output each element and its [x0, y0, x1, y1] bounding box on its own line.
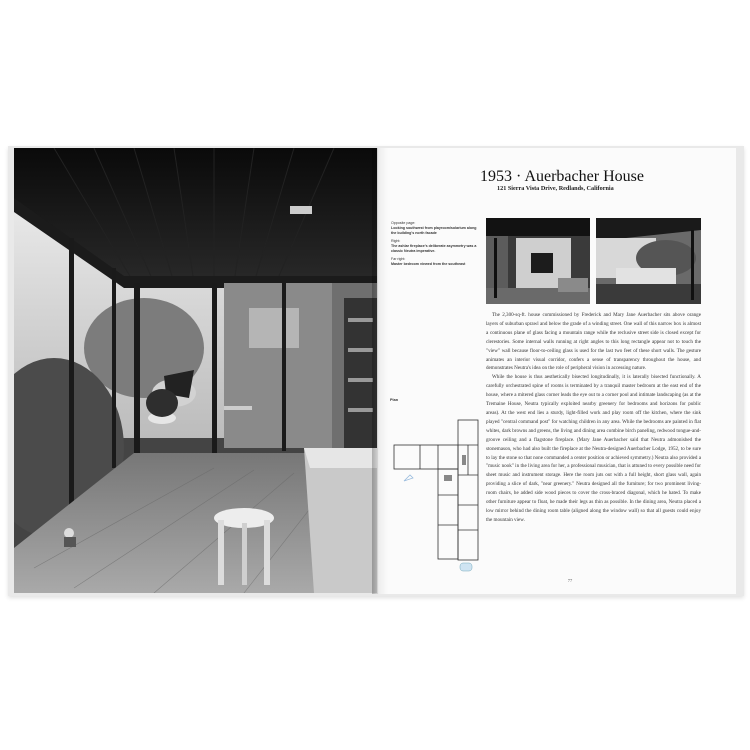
caption-label: Far right:: [391, 257, 406, 261]
caption-label: Opposite page:: [391, 221, 416, 225]
page-number: 77: [567, 578, 573, 583]
plan-label: Plan: [390, 398, 399, 402]
caption-text: Master bedroom viewed from the southeast: [391, 262, 466, 266]
caption-text: The ashlar fireplace's deliberate asymmetry was a classic Neutra imperative.: [391, 244, 477, 253]
fireplace-photo: [486, 218, 590, 304]
body-paragraph: While the house is thus aesthetically bisected longitudinally, it is laterally bisected functionally. A carefully orchestrated spine of rooms is terminated by a tranquil master bedroom at the east end of the house, where a mitered glass corner leads the eye out to a corner pool and intimate landscaping (as at the Tremaine House, Neutra typically exploited nearby greenery for bedrooms and horizons for public areas). At the west end lies a sturdy, light-filled work and play room off the kitchen, where the sink played "central command post" for watching children in any area. While the bedrooms are painted in flat whites, dark browns and greens, the living and dining area combine birch paneling, redwood tongue-and-groove ceiling and a flagstone fireplace. (Mary Jane Auerbacher said that Neutra admonished the stonemason, who had also built the fireplace at the Neutra-designed Auerbacher Lodge, 1952, to be sure to lay the stone so that none commanded a center position or achieved symmetry.) Neutra also provided a "music nook" in the living area for her, a professional musician, that is attuned to every possible need for sheet music and instrument storage. Here the room juts out with a full height, short glass wall, again providing a slice of dark, "near greenery." Neutra designed all the furniture; for two prominent living-room chairs, he added side wood pieces to cover the cross-braced diagonal, which he hated. To make other furniture appear to float, he made their legs as thin as possible. In the dining area, Neutra placed a low mirror behind the dining room table (aligned along the window wall) so that all guests could enjoy the mountain view.: [486, 374, 701, 523]
caption-label: Right:: [391, 239, 401, 243]
bedroom-photo: [596, 218, 701, 304]
caption-text: Looking southwest from playroom/solarium along the building's north facade: [391, 226, 477, 235]
photo-captions: [391, 218, 477, 267]
body-paragraph: The 2,300-sq-ft. house commissioned by Frederick and Mary Jane Auerbacher sits above orange layers of suburban sprawl and below the grade of a winding street. One wall of this narrow box is almost a continuous plane of glass facing a mountain range while the reclusive street side is closed except for clerestories. Some internal walls running at right angles to this long rectangle appear not to touch the "view" wall because floor-to-ceiling glass is used for the last two feet of these short walls. The gesture animates an interior visual corridor, confers a sense of transparency throughout the house, and demonstrates Neutra's idea on the role of peripheral vision in accessing nature.: [486, 312, 701, 372]
page-subtitle: 121 Sierra Vista Drive, Redlands, California: [497, 185, 614, 192]
article-body: [486, 311, 701, 573]
interior-photo: [14, 148, 377, 593]
page-title: 1953 · Auerbacher House: [480, 168, 644, 185]
floor-plan: [390, 415, 480, 575]
